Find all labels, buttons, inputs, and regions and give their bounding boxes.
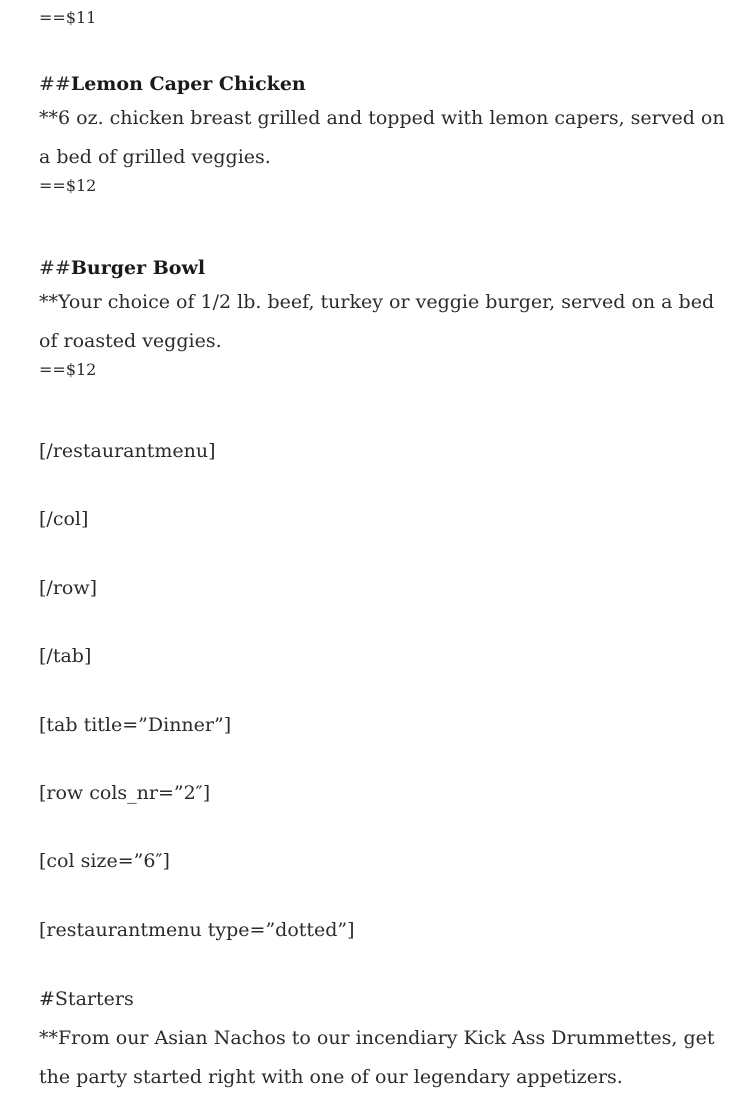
starters-heading: #Starters: [39, 988, 134, 1010]
shortcode-line: [/col]: [39, 508, 89, 530]
menu-item-price: ==$12: [39, 176, 97, 195]
menu-item-burger-bowl: [39, 253, 729, 385]
menu-item-lemon-caper-chicken: [39, 69, 729, 201]
menu-item-price: ==$12: [39, 360, 97, 379]
starters-description: **From our Asian Nachos to our incendiary Kick Ass Drummettes, get the party started right with one of our legendary appetizers.: [39, 1027, 715, 1088]
menu-item-heading: [39, 69, 729, 99]
shortcode-line: [tab title=”Dinner”]: [39, 714, 232, 736]
shortcode-line: [col size=”6″]: [39, 850, 170, 872]
menu-item-description: **6 oz. chicken breast grilled and topped with lemon capers, served on a bed of grilled veggies.: [39, 107, 725, 168]
price-top: ==$11: [39, 8, 97, 27]
menu-item-description: **Your choice of 1/2 lb. beef, turkey or veggie burger, served on a bed of roasted veggies.: [39, 291, 715, 352]
menu-item-heading: [39, 253, 729, 283]
heading-marker: ##: [39, 257, 71, 279]
shortcode-line: [row cols_nr=”2″]: [39, 782, 211, 804]
shortcode-line: [restaurantmenu type=”dotted”]: [39, 919, 355, 941]
heading-title: Burger Bowl: [70, 257, 206, 279]
shortcode-line: [/row]: [39, 577, 98, 599]
starters-section: [39, 980, 729, 1097]
shortcode-line: [/tab]: [39, 645, 92, 667]
heading-marker: ##: [39, 73, 71, 95]
shortcode-line: [/restaurantmenu]: [39, 440, 216, 462]
heading-title: Lemon Caper Chicken: [70, 73, 306, 95]
